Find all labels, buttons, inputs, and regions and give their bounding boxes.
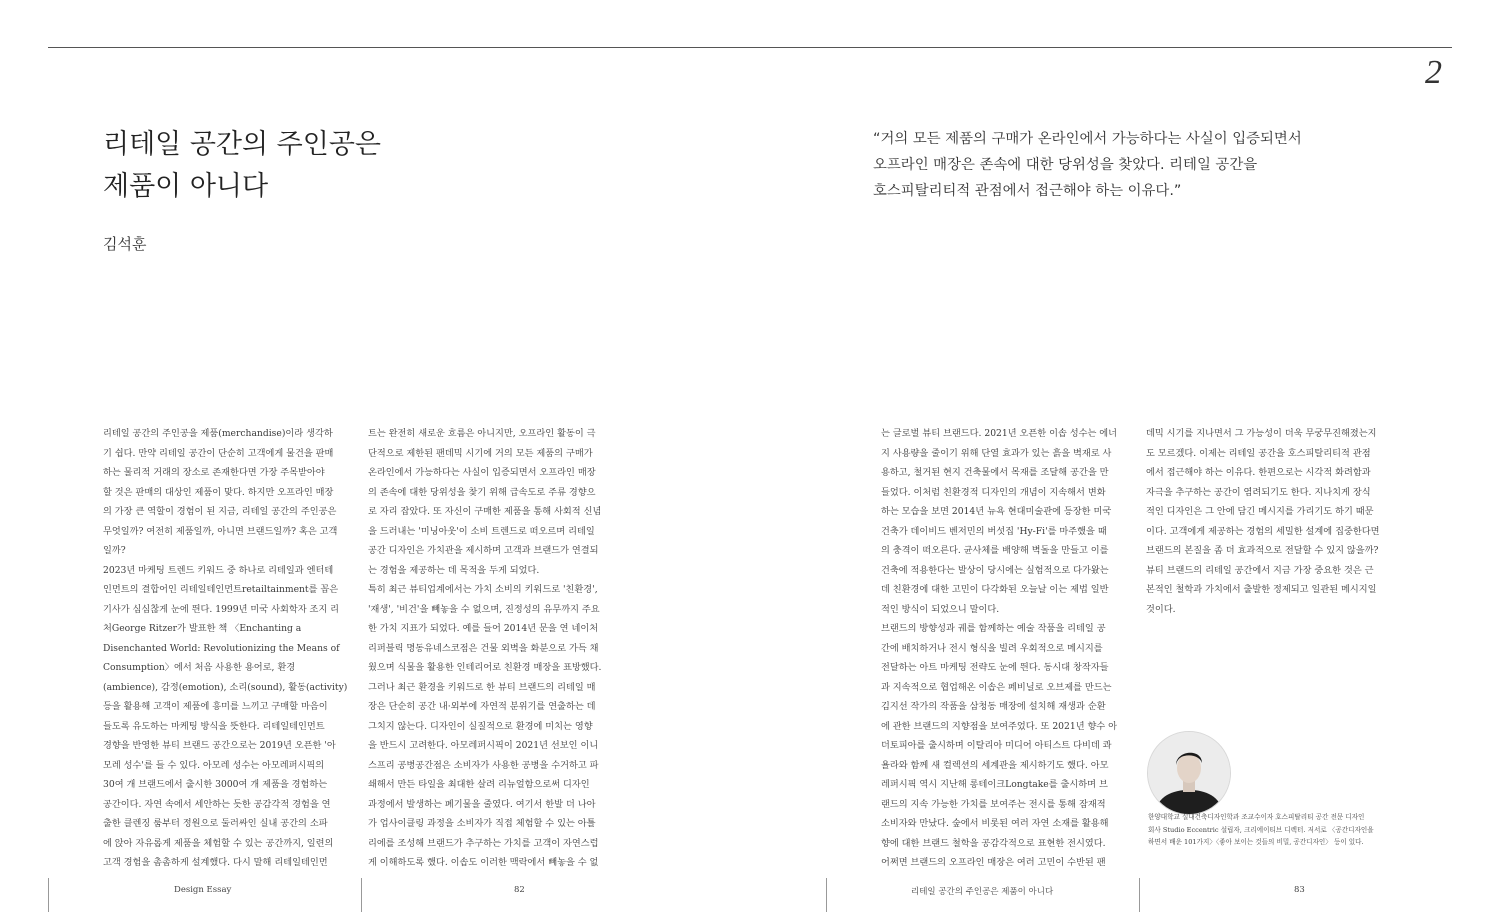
body-line: 공간이다. 자연 속에서 세안하는 듯한 공감각적 경험을 연 (103, 798, 331, 810)
body-line: 는 경험을 제공하는 데 목적을 두게 되었다. (368, 564, 540, 576)
author-portrait-icon (1147, 731, 1231, 815)
body-line: 데 친환경에 대한 고민이 다각화된 오늘날 이는 제법 일반 (881, 584, 1109, 595)
body-line: 단적으로 제한된 팬데믹 시기에 거의 모든 제품의 구매가 (368, 447, 593, 459)
body-line: 인먼트의 결합어인 리테일테인먼트retailtainment를 꼽은 (103, 584, 339, 595)
footer-page-number-left: 82 (514, 885, 525, 895)
footer-article-title: 리테일 공간의 주인공은 제품이 아니다 (911, 887, 1054, 897)
body-line: 특히 최근 뷰티업계에서는 가치 소비의 키워드로 '친환경', (368, 584, 598, 595)
body-line: 들도록 유도하는 마케팅 방식을 뜻한다. 리테일테인먼트 (103, 720, 325, 732)
body-line: 30여 개 브랜드에서 출시한 3000여 개 제품을 경험하는 (103, 779, 328, 790)
body-line: 어쩌면 브랜드의 오프라인 매장은 여러 고민이 수반된 팬 (881, 857, 1106, 868)
body-line: 간에 배치하거나 전시 형식을 빌려 우회적으로 메시지를 (881, 642, 1103, 654)
body-line: 레퍼시픽 역시 지난해 롱테이크Longtake를 출시하며 브 (881, 779, 1108, 790)
body-line: 향에 대한 브랜드 철학을 공감각적으로 표현한 전시였다. (881, 837, 1106, 849)
body-line: 리퍼블릭 명동유네스코점은 건물 외벽을 화분으로 가득 채 (368, 642, 599, 654)
quote-line: “거의 모든 제품의 구매가 온라인에서 가능하다는 사실이 입증되면서 (873, 131, 1302, 147)
quote-line: 오프라인 매장은 존속에 대한 당위성을 찾았다. 리테일 공간을 (873, 157, 1258, 173)
body-line: 하는 모습을 보면 2014년 뉴욕 현대미술관에 등장한 미국 (881, 506, 1112, 517)
body-line: 자극을 추구하는 공간이 염려되기도 한다. 지나치게 장식 (1146, 486, 1371, 498)
body-line: 의 충격이 떠오른다. 균사체를 배양해 벽돌을 만들고 이를 (881, 545, 1109, 556)
body-line: 에 앉아 자유롭게 제품을 체험할 수 있는 공간까지, 일련의 (103, 837, 334, 849)
footer-divider (826, 878, 827, 912)
body-line: 장은 단순히 공간 내·외부에 자연적 분위기를 연출하는 데 (368, 701, 596, 712)
bio-line: 한양대학교 실내건축디자인학과 조교수이자 호스피탈리티 공간 전문 디자인 (1148, 813, 1365, 821)
body-line: 데믹 시기를 지나면서 그 가능성이 더욱 무궁무진해졌는지 (1146, 428, 1377, 439)
body-line: Consumption〉에서 처음 사용한 용어로, 환경 (103, 662, 296, 673)
body-line: 과정에서 발생하는 폐기물을 줄였다. 여기서 한발 더 나아 (368, 798, 596, 810)
footer-page-number-right: 83 (1294, 885, 1305, 895)
body-line: 가 업사이클링 과정을 소비자가 직접 체험할 수 있는 아틀 (368, 818, 596, 829)
article-title (103, 124, 381, 208)
body-line: 전달하는 아트 마케팅 전략도 눈에 띈다. 동시대 창작자들 (881, 662, 1109, 673)
body-line: 이다. 고객에게 제공하는 경험의 세밀한 설계에 집중한다면 (1146, 525, 1380, 537)
body-line: 그치지 않는다. 디자인이 실질적으로 환경에 미치는 영향 (368, 720, 593, 732)
body-line: 것이다. (1146, 603, 1176, 615)
body-line: Disenchanted World: Revolutionizing the Means of (103, 642, 340, 654)
body-line: '재생', '비건'을 빼놓을 수 없으며, 진정성의 유무까지 주요 (368, 603, 600, 615)
body-line: 온라인에서 가능하다는 사실이 입증되면서 오프라인 매장 (368, 467, 596, 478)
pull-quote (873, 126, 1393, 204)
body-line: 을 반드시 고려한다. 아모레퍼시픽이 2021년 선보인 이니 (368, 740, 599, 751)
title-line: 리테일 공간의 주인공은 (103, 129, 381, 160)
footer-divider (361, 878, 362, 912)
body-line: 모레 성수'를 들 수 있다. 아모레 성수는 아모레퍼시픽의 (103, 759, 325, 771)
body-line: 하는 물리적 거래의 장소로 존재한다면 가장 주목받아야 (103, 467, 325, 478)
body-line: 일까? (103, 545, 126, 556)
body-line: 스프리 공병공간점은 소비자가 사용한 공병을 수거하고 파 (368, 759, 599, 771)
body-line: 욜라와 함께 새 컬렉션의 세계관을 제시하기도 했다. 아모 (881, 759, 1109, 771)
body-line: 의 존속에 대한 당위성을 찾기 위해 급속도로 주류 경향으 (368, 486, 596, 498)
quote-line: 호스피탈리티적 관점에서 접근해야 하는 이유다.” (873, 183, 1182, 199)
body-line: (ambience), 감정(emotion), 소리(sound), 활동(activity) (103, 681, 348, 693)
body-line: 고객 경험을 촘촘하게 설계했다. 다시 말해 리테일테인먼 (103, 857, 328, 868)
author-bio (1148, 811, 1408, 849)
body-line: 적인 디자인은 그 안에 담긴 메시지를 가리기도 하기 때문 (1146, 506, 1374, 517)
top-rule (48, 47, 1452, 48)
title-line: 제품이 아니다 (103, 171, 269, 202)
body-column-3 (881, 424, 1131, 873)
body-line: 을 드러내는 '미닝아웃'이 소비 트렌드로 떠오르며 리테일 (368, 525, 595, 537)
body-line: 트는 완전히 새로운 흐름은 아니지만, 오프라인 활동이 극 (368, 428, 596, 439)
body-line: 게 이해하도록 했다. 이솝도 이러한 맥락에서 빼놓을 수 없 (368, 857, 599, 868)
body-line: 기 쉽다. 만약 리테일 공간이 단순히 고객에게 물건을 판매 (103, 447, 334, 459)
body-line: 웠으며 식물을 활용한 인테리어로 친환경 매장을 표방했다. (368, 662, 602, 673)
body-line: 처George Ritzer가 발표한 책 〈Enchanting a (103, 623, 302, 634)
body-line: 랜드의 지속 가능한 가치를 보여주는 전시를 통해 잠재적 (881, 798, 1106, 810)
bio-line: 하면서 배운 101가지〉〈좋아 보이는 것들의 비밀, 공간디자인〉 등이 있다. (1148, 838, 1364, 846)
body-line: 들었다. 이처럼 친환경적 디자인의 개념이 지속해서 변화 (881, 486, 1106, 498)
body-column-2 (368, 424, 620, 873)
body-line: 브랜드의 방향성과 궤를 함께하는 예술 작품을 리테일 공 (881, 623, 1106, 634)
body-line: 는 글로벌 뷰티 브랜드다. 2021년 오픈한 이솝 성수는 에너 (881, 428, 1118, 439)
body-line: 경향을 반영한 뷰티 브랜드 공간으로는 2019년 오픈한 '아 (103, 740, 336, 751)
footer-divider (1139, 878, 1140, 912)
body-line: 리테일 공간의 주인공을 제품(merchandise)이라 생각하 (103, 428, 333, 439)
body-line: 등을 활용해 고객이 제품에 흥미를 느끼고 구매할 마음이 (103, 701, 328, 712)
body-line: 건축에 적용한다는 발상이 당시에는 실험적으로 다가왔는 (881, 564, 1109, 576)
author-name: 김석훈 (103, 235, 147, 253)
body-line: 과 지속적으로 협업해온 이솝은 페비닐로 오브제를 만드는 (881, 681, 1112, 693)
body-line: 적인 방식이 되었으니 말이다. (881, 603, 1000, 615)
footer-divider (48, 878, 49, 912)
body-line: 에서 접근해야 하는 이유다. 한편으로는 시각적 화려함과 (1146, 467, 1371, 478)
body-line: 출한 클렌징 룸부터 정원으로 둘러싸인 실내 공간의 소파 (103, 818, 328, 829)
footer-section-label: Design Essay (174, 885, 232, 895)
body-line: 공간 디자인은 가치관을 제시하며 고객과 브랜드가 연결되 (368, 545, 599, 556)
body-line: 의 가장 큰 역할이 경험이 된 지금, 리테일 공간의 주인공은 (103, 506, 337, 517)
body-line: 소비자와 만났다. 숲에서 비롯된 여러 자연 소재를 활용해 (881, 818, 1109, 829)
body-line: 쇄해서 만든 타일을 최대한 살려 리뉴얼함으로써 디자인 (368, 779, 590, 790)
body-line: 용하고, 철거된 현지 건축물에서 목재를 조달해 공간을 만 (881, 467, 1109, 478)
body-line: 건축가 데이비드 벤저민의 버섯집 'Hy-Fi'를 마주했을 때 (881, 525, 1107, 537)
body-column-4 (1146, 424, 1398, 619)
bio-line: 회사 Studio Eccentric 설립자, 크리에이티브 디렉터. 저서로 〈공간디자인을 (1148, 825, 1374, 834)
body-line: 2023년 마케팅 트렌드 키워드 중 하나로 리테일과 엔터테 (103, 564, 334, 576)
body-line: 브랜드의 본질을 좀 더 효과적으로 전달할 수 있지 않을까? (1146, 545, 1379, 556)
body-line: 기사가 심심찮게 눈에 띈다. 1999년 미국 사회학자 조지 리 (103, 603, 340, 615)
body-line: 할 것은 판매의 대상인 제품이 맞다. 하지만 오프라인 매장 (103, 486, 334, 498)
body-line: 도 모르겠다. 이제는 리테일 공간을 호스피탈리티적 관점 (1146, 447, 1371, 459)
body-line: 에 관한 브랜드의 지향점을 보여주었다. 또 2021년 향수 아 (881, 720, 1118, 732)
section-number: 2 (1425, 54, 1442, 91)
body-line: 뷰티 브랜드의 리테일 공간에서 지금 가장 중요한 것은 근 (1146, 564, 1374, 576)
body-line: 무엇일까? 여전히 제품일까, 아니면 브랜드일까? 혹은 고객 (103, 525, 338, 537)
body-line: 지 사용량을 줄이기 위해 단열 효과가 있는 흙을 벽재로 사 (881, 447, 1112, 459)
body-line: 더토피아를 출시하며 이탈리아 미디어 아티스트 다비데 콰 (881, 740, 1112, 751)
body-column-1 (103, 424, 353, 873)
body-line: 리에를 조성해 브랜드가 추구하는 가치를 고객이 자연스럽 (368, 837, 599, 849)
body-line: 본적인 철학과 가치에서 출발한 정제되고 일관된 메시지일 (1146, 584, 1377, 595)
body-line: 로 자리 잡았다. 또 자신이 구매한 제품을 통해 사회적 신념 (368, 506, 602, 517)
body-line: 김지선 작가의 작품을 삼청동 매장에 설치해 재생과 순환 (881, 701, 1106, 712)
body-line: 한 가치 지표가 되었다. 예를 들어 2014년 문을 연 네이처 (368, 623, 599, 634)
body-line: 그러나 최근 환경을 키워드로 한 뷰티 브랜드의 리테일 매 (368, 681, 596, 693)
